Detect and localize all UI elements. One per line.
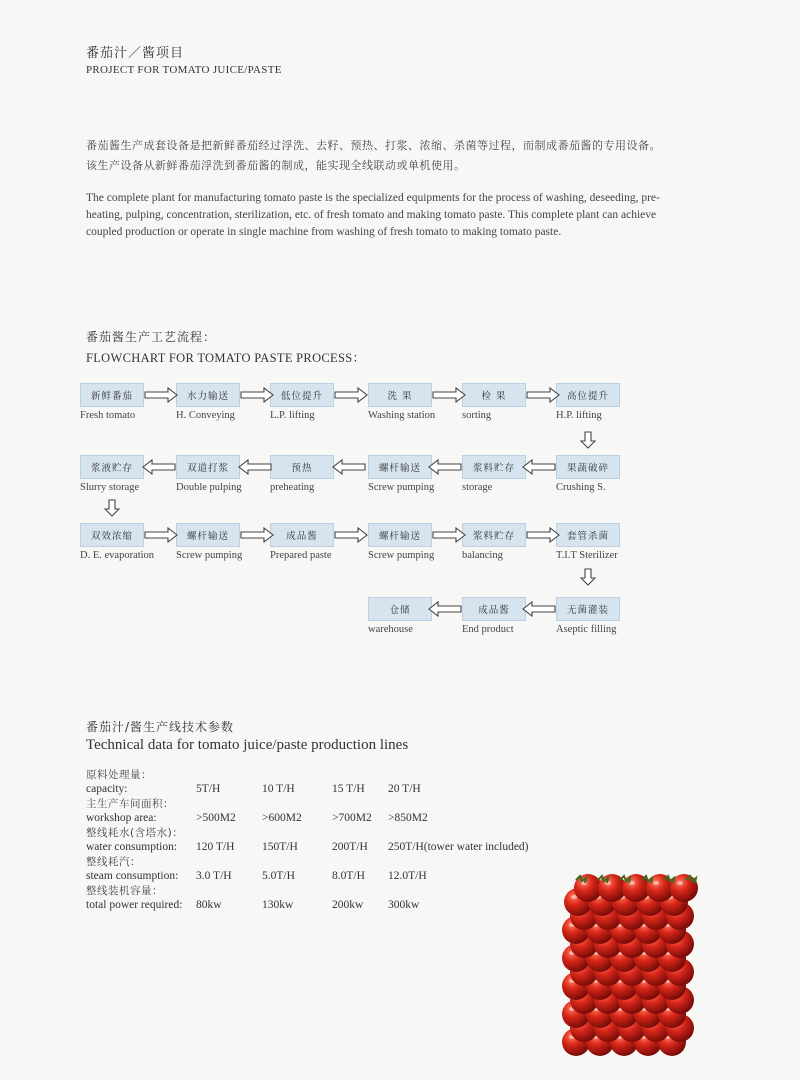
flow-step-box: 螺杆输送	[368, 523, 432, 547]
page-title-en: PROJECT FOR TOMATO JUICE/PASTE	[86, 64, 282, 76]
tech-row-label-cn: 主生产车间面积：	[86, 798, 174, 810]
flowchart-title-en: FLOWCHART FOR TOMATO PASTE PROCESS：	[86, 351, 366, 365]
flow-step-box: 果蔬破碎	[556, 455, 620, 479]
tech-value-cell: 3.0 T/H	[196, 870, 232, 882]
tomato-highlight	[653, 881, 659, 885]
flow-step-box: 螺杆输送	[368, 455, 432, 479]
flow-step-box: 无菌灌装	[556, 597, 620, 621]
technical-title-cn: 番茄汁/酱生产线技术参数	[86, 720, 235, 734]
arrow-left-icon	[522, 459, 556, 475]
intro-paragraph-en: The complete plant for manufacturing tomato paste is the specialized equipments for the process of washing, deseeding, pre-heating, pulping, concentration, sterilization, etc. of fresh tomato and making tomato paste. This complete plant can achieve coupled production or operate in single machine from washing of fresh tomato to making tomato paste.	[86, 192, 660, 238]
tomato-shape	[622, 874, 650, 902]
tech-value-cell: 120 T/H	[196, 841, 235, 853]
flow-step-label: preheating	[270, 482, 315, 493]
tech-value-cell: 200kw	[332, 899, 364, 911]
intro-paragraph-cn: 番茄酱生产成套设备是把新鲜番茄经过浮洗、去籽、预热、打浆、浓缩、杀菌等过程，而制成番茄酱的专用设备。该生产设备从新鲜番茄浮洗到番茄酱的制成，能实现全线联动或单机使用。	[86, 139, 661, 172]
flow-step-label: Fresh tomato	[80, 410, 136, 421]
tech-row-label-cn: 整线耗汽：	[86, 856, 141, 868]
tech-value-cell: 5.0T/H	[262, 870, 295, 882]
tech-value-cell: 15 T/H	[332, 783, 365, 795]
technical-title-en: Technical data for tomato juice/paste production lines	[86, 737, 409, 753]
flow-step-box: 高位提升	[556, 383, 620, 407]
flow-step-label: storage	[462, 482, 493, 493]
flow-step-label: End product	[462, 624, 514, 635]
arrow-right-icon	[240, 527, 274, 543]
page-title-cn: 番茄汁／酱项目	[86, 46, 185, 61]
flow-step-box: 浆料贮存	[462, 455, 526, 479]
flow-step-box: 套管杀菌	[556, 523, 620, 547]
flow-step-label: Slurry storage	[80, 482, 140, 493]
tech-row-label-en: water consumption:	[86, 841, 178, 853]
arrow-left-icon	[238, 459, 272, 475]
arrow-down-icon	[580, 431, 596, 449]
flow-step-label: Double pulping	[176, 482, 242, 493]
flow-step-box: 成品酱	[462, 597, 526, 621]
flow-step-box: 仓储	[368, 597, 432, 621]
tech-row-label-cn: 原料处理量：	[86, 769, 152, 781]
tech-value-cell: 150T/H	[262, 841, 298, 853]
flow-step-label: Screw pumping	[368, 550, 435, 561]
flow-step-label: H. Conveying	[176, 410, 235, 421]
flow-step-label: D. E. evaporation	[80, 550, 155, 561]
flow-step-box: 双效浓缩	[80, 523, 144, 547]
tech-row-label-en: steam consumption:	[86, 870, 179, 882]
arrow-left-icon	[332, 459, 366, 475]
arrow-right-icon	[432, 527, 466, 543]
tech-value-cell: 20 T/H	[388, 783, 421, 795]
arrow-down-icon	[104, 499, 120, 517]
tech-value-cell: 8.0T/H	[332, 870, 365, 882]
flow-step-label: Washing station	[368, 410, 436, 421]
arrow-right-icon	[334, 387, 368, 403]
tech-value-cell: 300kw	[388, 899, 420, 911]
arrow-left-icon	[428, 601, 462, 617]
arrow-right-icon	[334, 527, 368, 543]
flow-step-box: 浆液贮存	[80, 455, 144, 479]
flow-step-box: 浆料贮存	[462, 523, 526, 547]
arrow-right-icon	[144, 387, 178, 403]
tech-value-cell: 10 T/H	[262, 783, 295, 795]
arrow-right-icon	[526, 527, 560, 543]
flow-step-box: 新鲜番茄	[80, 383, 144, 407]
flow-step-box: 水力输送	[176, 383, 240, 407]
flow-step-label: H.P. lifting	[556, 410, 602, 421]
flow-step-box: 双道打浆	[176, 455, 240, 479]
tech-row-label-cn: 整线装机容量：	[86, 885, 163, 897]
flow-step-box: 螺杆输送	[176, 523, 240, 547]
arrow-left-icon	[428, 459, 462, 475]
tech-value-cell: 200T/H	[332, 841, 368, 853]
arrow-right-icon	[526, 387, 560, 403]
tech-row-label-cn: 整线耗水(含塔水)：	[86, 827, 184, 839]
flowchart-title-cn: 番茄酱生产工艺流程：	[86, 330, 217, 344]
tech-value-cell: 5T/H	[196, 783, 221, 795]
tech-value-cell: 12.0T/H	[388, 870, 427, 882]
flow-step-label: Aseptic filling	[556, 624, 617, 635]
arrow-left-icon	[142, 459, 176, 475]
flow-step-label: warehouse	[368, 624, 413, 635]
tech-row-label-en: total power required:	[86, 899, 183, 911]
flow-step-label: L.P. lifting	[270, 410, 315, 421]
flow-step-label: Crushing S.	[556, 482, 606, 493]
flow-step-label: balancing	[462, 550, 503, 561]
arrow-down-icon	[580, 568, 596, 586]
tech-value-cell: >600M2	[262, 812, 302, 824]
tech-value-cell: 80kw	[196, 899, 222, 911]
tomato-highlight	[571, 895, 577, 899]
flow-step-box: 低位提升	[270, 383, 334, 407]
arrow-left-icon	[522, 601, 556, 617]
flow-step-box: 成品酱	[270, 523, 334, 547]
tech-value-cell: 130kw	[262, 899, 294, 911]
tech-row-label-en: capacity:	[86, 783, 128, 795]
flow-step-label: Screw pumping	[368, 482, 435, 493]
tech-value-cell: 250T/H(tower water included)	[388, 841, 529, 853]
flow-step-label: T.I.T Sterilizer	[556, 550, 618, 561]
flow-step-label: sorting	[462, 410, 492, 421]
flow-step-box: 洗 果	[368, 383, 432, 407]
flow-step-box: 预热	[270, 455, 334, 479]
flow-step-label: Prepared paste	[270, 550, 332, 561]
tomato-highlight	[677, 881, 683, 885]
tech-value-cell: >850M2	[388, 812, 428, 824]
flow-step-box: 检 果	[462, 383, 526, 407]
tomato-stack-image	[556, 862, 706, 1062]
arrow-right-icon	[144, 527, 178, 543]
arrow-right-icon	[432, 387, 466, 403]
tech-value-cell: >500M2	[196, 812, 236, 824]
flow-step-label: Screw pumping	[176, 550, 243, 561]
tech-row-label-en: workshop area:	[86, 812, 157, 824]
arrow-right-icon	[240, 387, 274, 403]
tech-value-cell: >700M2	[332, 812, 372, 824]
